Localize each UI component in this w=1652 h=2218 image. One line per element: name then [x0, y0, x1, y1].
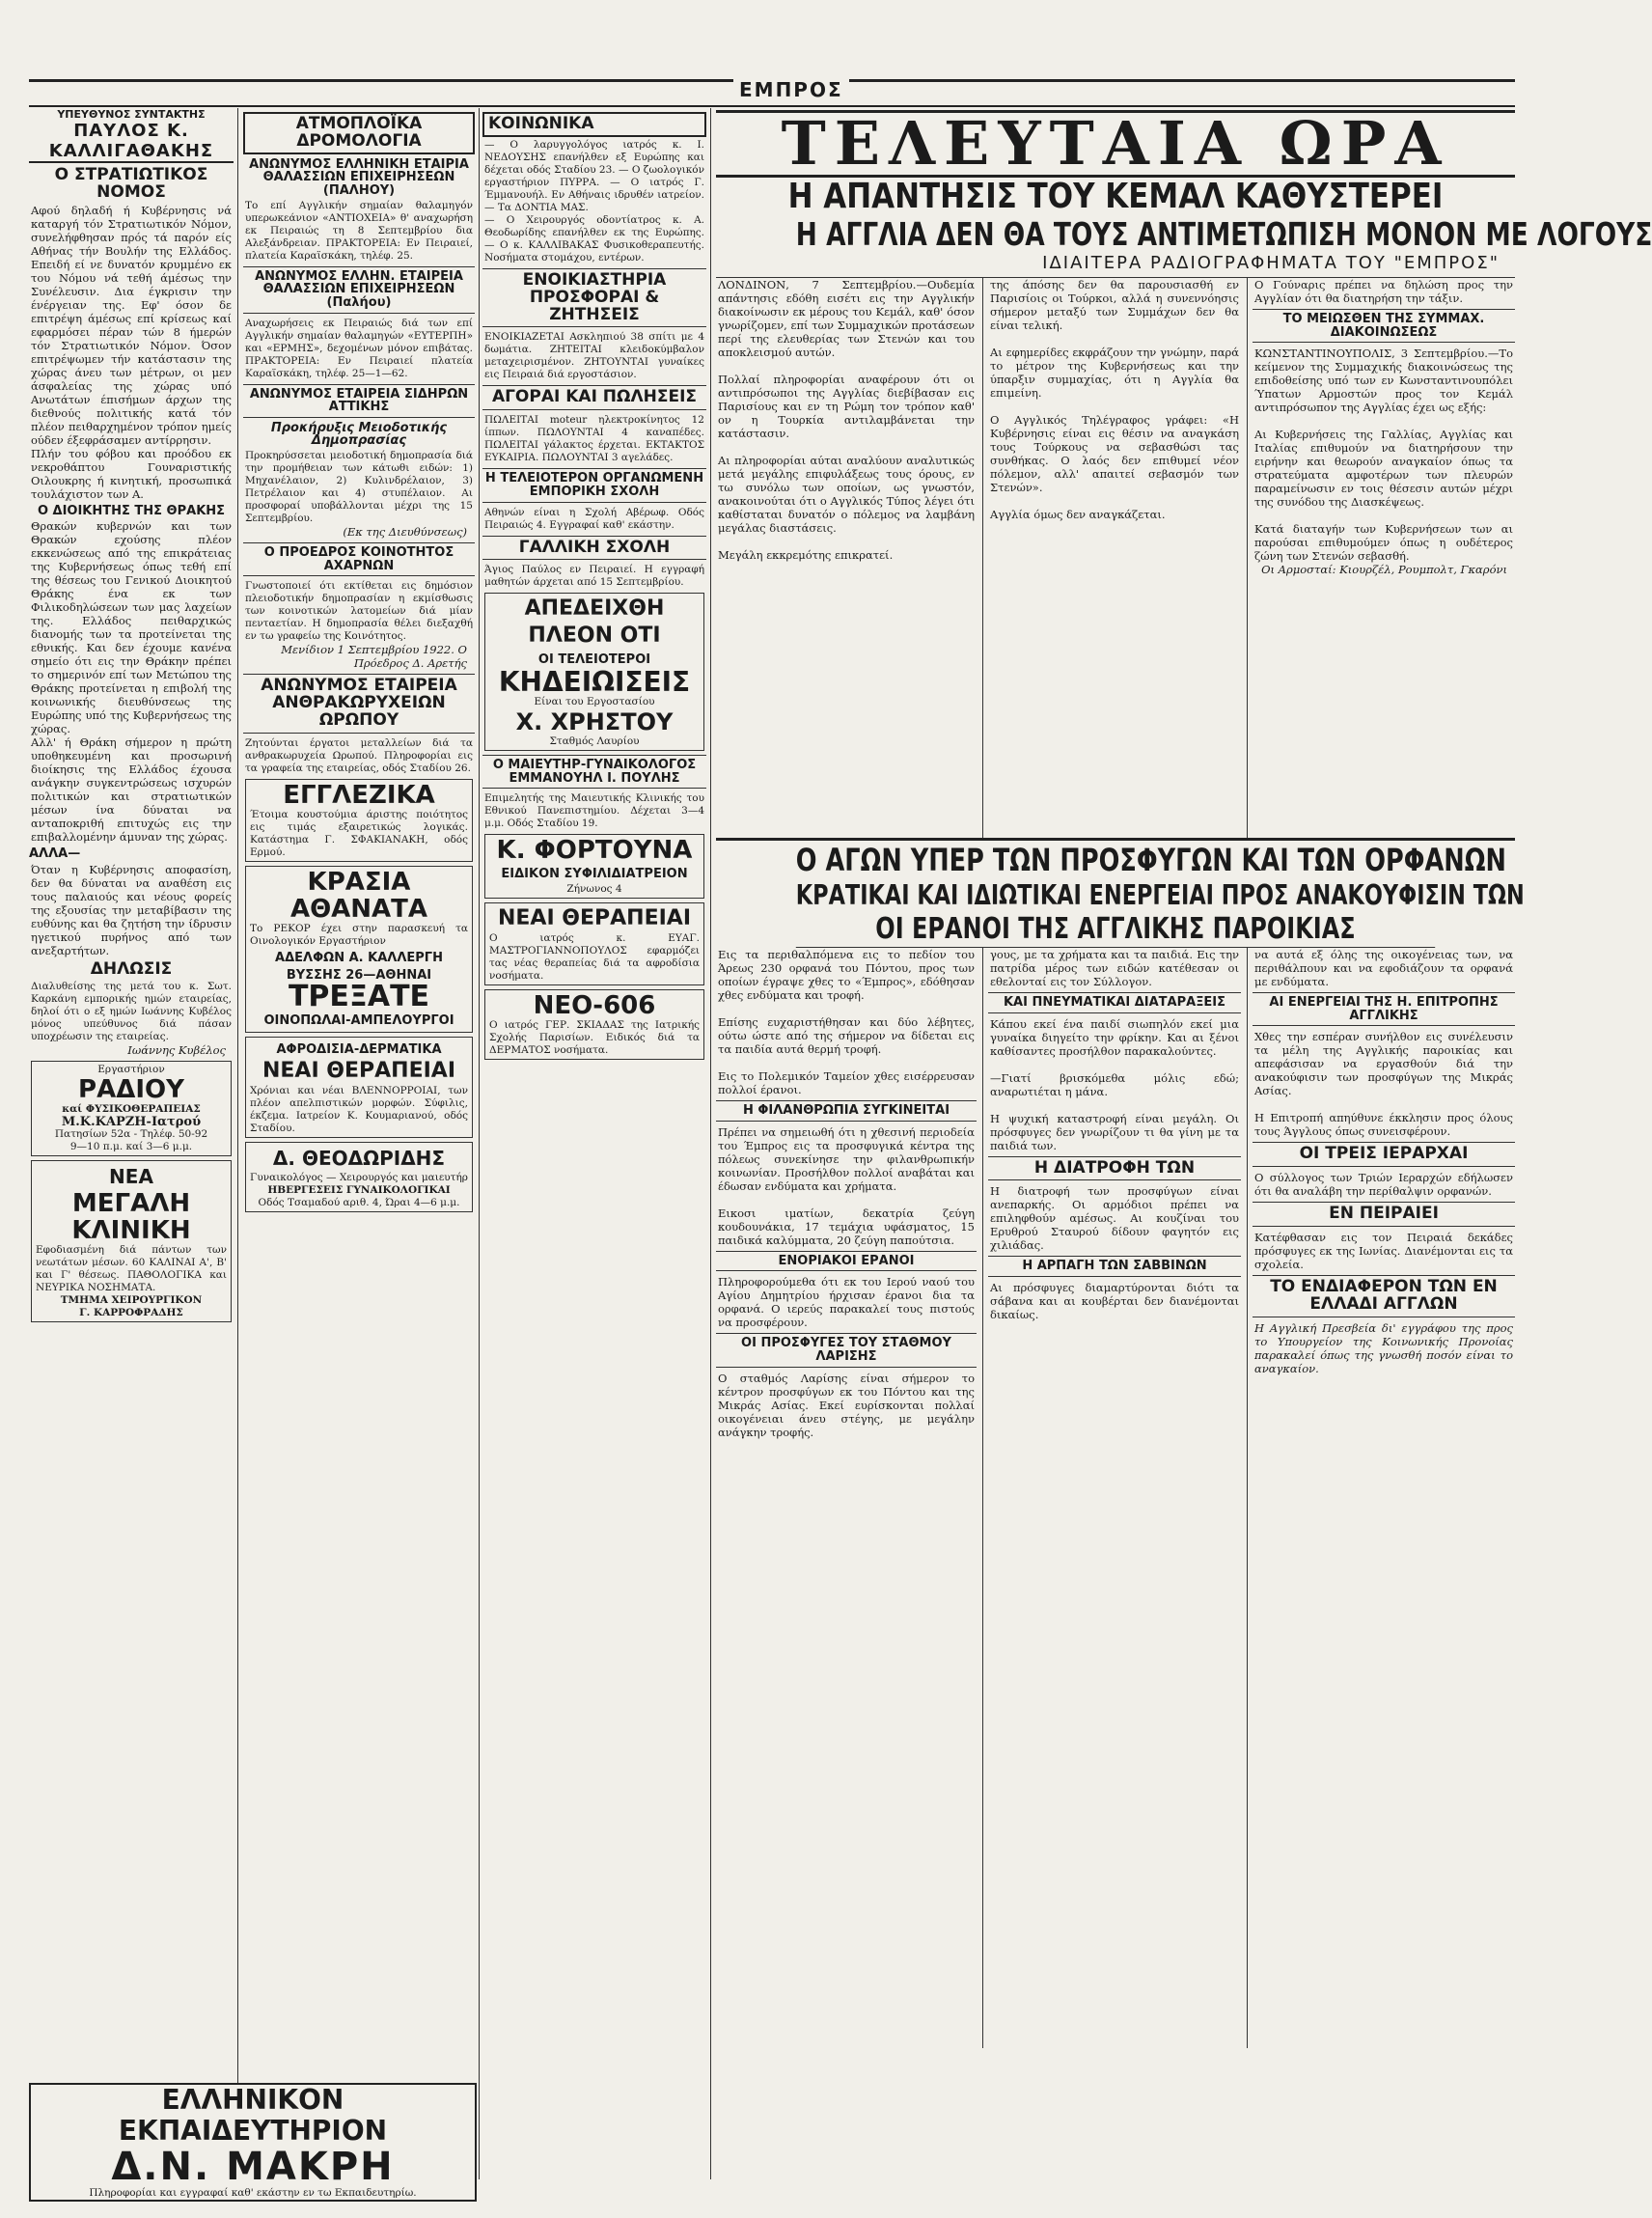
ad-line: Γυναικολόγος — Χειρουργός και μαιευτήρ: [250, 1172, 468, 1184]
ad-title: ΝΕΑΙ ΘΕΡΑΠΕΙΑΙ: [262, 1059, 456, 1084]
refugee-subheadline: ΟΙ ΕΡΑΝΟΙ ΤΗΣ ΑΓΓΛΙΚΗΣ ΠΑΡΟΙΚΙΑΣ: [796, 912, 1435, 948]
school-body: Αθηνών είναι η Σχολή Αβέρωφ. Οδός Πειραιώς 4. Εγγραφαί καθ' εκάστην.: [484, 506, 704, 531]
lead-article: Αφού δηλαδή ή Κυβέρνησις νά καταργή τόν Στρατιωτικόν Νόμον, συνελήφθησαν πρός τά παρόν είς Αθήνας τήν Βουλήν της Ελλάδος. Επειδή εί νε δυνατόν κρυμμένο εκ του Νόμου νά τεθή άμέσως την Συνέλευσιν. Δια έγκρισιν την ένέργειαν της. Εφ' όσον δε επιτρέψη άμέσως επί κρίσεως καί εφαρμόσει πέραν τών 8 ήμερών τόν Στρατιωτικόν Νόμον. Όσον επιτρέψωμεν τήν κατάστασιν της χώρας άνευ των μέτρων, οι μεν άσφαλείας της χώρας υπό Ανωτάτων έπισήμων άρχων της διεθνούς πολιτικής κατά τόν πλέον πειθαρχημένον τρόπον ημείς ούδεν έξεφράσαμεν αντίρρησιν.: [31, 203, 232, 447]
section-heading: ΤΟ ΕΝΔΙΑΦΕΡΟΝ ΤΩΝ ΕΝ ΕΛΛΑΔΙ ΑΓΓΛΩΝ: [1253, 1275, 1515, 1317]
news-columns-top: [716, 277, 1515, 838]
article-body: Πρέπει να σημειωθή ότι η χθεσινή περιοδεία του Έμπρος εις τα προσφυγικά κέντρα της πόλεως συνεκίνησε την φιλανθρωπικήν κοινωνίαν. Προσήλθον πολλοί αναβάται και έδωσαν ενδύματα και χρήματα. Εικοσι ιματίων, δεκατρία ζεύγη κουδουνάκια, 17 τεμάχια υφάσματος, 15 παιδικά καλύμματα, 20 ζεύγη παπούτσια.: [718, 1124, 975, 1247]
ad-title: ΝΕΑΙ ΘΕΡΑΠΕΙΑΙ: [497, 905, 692, 930]
column-rule: [237, 108, 238, 2179]
article-body: Χθες την εσπέραν συνήλθον εις συνέλευσιν τα μέλη της Αγγλικής παροικίας και απεφάσισαν να εργασθούν διά την ανακούφισιν των προσφύγων της Μικράς Ασίας. Η Επιτροπή απηύθυνε έκκλησιν προς όλους τους Άγγλους όπως συνεισφέρουν.: [1254, 1030, 1513, 1139]
ad-title: ΚΗΔΕΙΩΙΣΕΙΣ: [498, 665, 691, 698]
masthead: [29, 79, 1515, 107]
notice-signature: Ιωάννης Κυβέλος: [127, 1042, 226, 1057]
column-rule: [982, 948, 983, 2048]
neo606-ad: [484, 989, 704, 1060]
column-2: [243, 108, 475, 2199]
article-paragraph: Όταν η Κυβέρνησις αποφασίση, δεν θα δύναται να αναθέση εις τους παλαιούς και νέους φορείς της εξουσίας την μεταβίβασιν της ευθύνης και θα ζητήση την ίδρυσιν ηγετικού πυρήνος από των ανεξαρτήτων.: [31, 862, 232, 957]
social-news: — Ο Χειρουργός οδοντίατρος κ. Α. Θεοδωρίδης επανήλθεν εκ της Ευρώπης. — Ο κ. ΚΑΛΛΙΒΑΚΑΣ Φυσικοθεραπευτής. Νοσήματα στομάχου, εντέρων.: [484, 213, 704, 263]
article-body: Εις τα περιθαλπόμενα εις το πεδίον του Άρεως 230 ορφανά του Πόντου, προς των οποίων έγραψε χθες το «Έμπρος», εδόθησαν χθες ενδύματα και τροφή. Επίσης ευχαριστήθησαν και δύο λέβητες, ούτω ώστε από της σήμερον να δίδεται εις τα παιδία αυτά θερμή τροφή. Εις το Πολεμικόν Ταμείον χθες εισέρρευσαν πολλοί έρανοι.: [718, 948, 975, 1096]
article-body: Η διατροφή των προσφύγων είναι ανεπαρκής. Οι αρμόδιοι πρέπει να επιληφθούν αμέσως. Αι κουζίναι του Ερυθρού Σταυρού δίδουν φαγητόν εις χιλιάδας.: [990, 1184, 1239, 1253]
section-heading: ΚΟΙΝΩΝΙΚΑ: [482, 112, 706, 137]
column-rule: [982, 278, 983, 838]
article-body: Κάπου εκεί ένα παιδί σιωπηλόν εκεί μια γυναίκα διηγείτο την φρίκην. Και αι ξένοι καθίσαντες προσήλθον παρακαλούντες. —Γιατί βρισκόμεθα μόλις εδώ; αναρωτιέται η μάνα. Η ψυχική καταστροφή είναι μεγάλη. Οι πρόσφυγες δεν γνωρίζουν τι θα γίνη με τα παιδιά των.: [990, 1016, 1239, 1152]
ad-line: ΒΥΣΣΗΣ 26—ΑΘΗΝΑΙ: [286, 967, 432, 983]
notice-subheading: Προκήρυξις Μειοδοτικής Δημοπρασίας: [270, 420, 448, 449]
ad-line: ΝΕΑ: [109, 1164, 153, 1188]
article-paragraph: Αλλ' ή Θράκη σήμερον η πρώτη υποθηκευμένη και προσωρινή διοίκησις της Ελλάδος έχουσα ανάγκην συγκεντρώσεως ισχυρών πολιτικών και στρατιωτικών μέσων ίνα δύναται να ανταποκριθή επιτυχώς εις την επιβαλλομένην άμυναν της χώρας.: [31, 735, 232, 845]
section-heading: ΟΙ ΤΡΕΙΣ ΙΕΡΑΡΧΑΙ: [1253, 1142, 1515, 1167]
section-heading: Η ΦΙΛΑΝΘΡΩΠΙΑ ΣΥΓΚΙΝΕΙΤΑΙ: [716, 1100, 977, 1122]
ad-line: ΟΙ ΤΕΛΕΙΟΤΕΡΟΙ: [537, 652, 651, 668]
ad-line: Ζήνωνος 4: [566, 882, 622, 895]
secondary-headline: Η ΑΓΓΛΙΑ ΔΕΝ ΘΑ ΤΟΥΣ ΑΝΤΙΜΕΤΩΠΙΣΗ ΜΟΝΟΝ ΜΕ ΛΟΓΟΥΣ: [795, 215, 1652, 253]
company-name: ΑΝΩΝΥΜΟΣ ΕΛΛΗΝ. ΕΤΑΙΡΕΙΑ ΘΑΛΑΣΣΙΩΝ ΕΠΙΧΕΙΡΗΣΕΩΝ (Παλήου): [243, 266, 475, 314]
article-body: Πληροφορούμεθα ότι εκ του Ιερού ναού του Αγίου Δημητρίου ήρχισαν έρανοι δια τα ορφανά. Ο ιερεύς παρακαλεί τους πιστούς να προσφέρουν.: [718, 1275, 975, 1330]
section-heading: Η ΔΙΑΤΡΟΦΗ ΤΩΝ: [988, 1156, 1241, 1181]
doctor-heading: Ο ΜΑΙΕΥΤΗΡ-ΓΥΝΑΙΚΟΛΟΓΟΣ ΕΜΜΑΝΟΥΗΛ Ι. ΠΟΥΛΗΣ: [482, 755, 706, 789]
dermatology-ad: [245, 1037, 473, 1139]
notice-body: Διαλυθείσης της μετά του κ. Σωτ. Καρκάνη εμπορικής ημών εταιρείας, δηλοί ότι ο εξ ημών Ιωάννης Κυβέλος μόνος υπεύθυνος διά πάσαν υποχρέωσιν της εταιρείας.: [31, 980, 232, 1042]
ad-line: ΕΙΔΙΚΟΝ ΣΥΦΙΛΙΔΙΑΤΡΕΙΟΝ: [501, 867, 688, 882]
ad-line: Εργαστήριον: [97, 1063, 165, 1075]
article-paragraph: Πλήν του φόβου και προόδου εκ νεκροθάπτου Γουναριστικής Οιλουκρης ή κινητική, προσωπικά τουλάχιστον των Α.: [31, 446, 232, 501]
school-info: Πληροφορίαι και εγγραφαί καθ' εκάστην εν τω Εκπαιδευτηρίω.: [89, 2187, 417, 2199]
classifieds-heading: ΑΓΟΡΑΙ ΚΑΙ ΠΩΛΗΣΕΙΣ: [482, 385, 706, 410]
section-heading: ΚΑΙ ΠΝΕΥΜΑΤΙΚΑΙ ΔΙΑΤΑΡΑΞΕΙΣ: [988, 992, 1241, 1013]
therapy-ad: [484, 902, 704, 985]
news-column: [716, 278, 977, 838]
ad-body: Έτοιμα κουστούμια άριστης ποιότητος εις τιμάς εξαιρετικώς λογικάς. Κατάστημα Γ. ΣΦΑΚΙΑΝΑΚΗ, οδός Ερμού.: [250, 808, 468, 858]
ad-body: Εφοδιασμένη διά πάντων των νεωτάτων μέσων. 60 ΚΑΛΙΝΑΙ Α', Β' και Γ' θέσεως. ΠΑΘΟΛΟΓΙΚΑ και ΝΕΥΡΙΚΑ ΝΟΣΗΜΑΤΑ.: [36, 1243, 227, 1293]
column-rule: [1247, 278, 1248, 838]
company-name: ΑΝΩΝΥΜΟΣ ΕΤΑΙΡΕΙΑ ΑΝΘΡΑΚΩΡΥΧΕΙΩΝ ΩΡΩΠΟΥ: [243, 674, 475, 734]
clinic-ad: [31, 1160, 232, 1322]
news-column: [1253, 278, 1515, 838]
ad-body: Ο ιατρός κ. ΕΥΑΓ. ΜΑΣΤΡΟΓΙΑΝΝΟΠΟΥΛΟΣ εφαρμόζει τας νέας θεραπείας διά τα αφροδίσια νοσήματα.: [489, 931, 700, 982]
ad-body: Ο ιατρός ΓΕΡ. ΣΚΙΑΔΑΣ της Ιατρικής Σχολής Παρισίων. Ειδικός διά τα ΔΕΡΜΑΤΟΣ νοσήματα.: [489, 1018, 700, 1056]
news-column: [1253, 948, 1515, 2048]
ad-line: ΗΒΕΡΓΕΣΕΙΣ ΓΥΝΑΙΚΟΛΟΓΙΚΑΙ: [267, 1184, 451, 1197]
ad-title: Χ. ΧΡΗΣΤΟΥ: [515, 707, 674, 735]
editor-name: ΠΑΥΛΟΣ Κ. ΚΑΛΛΙΓΑΘΑΚΗΣ: [29, 121, 234, 163]
school-body: Άγιος Παύλος εν Πειραιεί. Η εγγραφή μαθητών άρχεται από 15 Σεπτεμβρίου.: [484, 564, 704, 589]
column-1: [29, 108, 234, 2199]
article-body: ΛΟΝΔΙΝΟΝ, 7 Σεπτεμβρίου.—Ουδεμία απάντησις εδόθη εισέτι εις την Αγγλικήν διακοίνωσιν εκ μέρους του Κεμάλ, καθ' όσον γνωρίζομεν, επί των Συμμαχικών προτάσεων περί της ελευθερίας των Στενών και του αποκλεισμού αυτών. Πολλαί πληροφορίαι αναφέρουν ότι οι αντιπρόσωποι της Αγγλίας διεβίβασαν εις Παρισίους και εν τη Ρώμη τον τρόπον καθ' ον η Τουρκία αντιλαμβάνεται την κατάστασιν. Αι πληροφορίαι αύται αναλύουν αναλυτικώς μετά μεγάλης επιφυλάξεως τους όρους, εν τω συνόλω των οποίων, ως γνωστόν, ανακοινούται ότι ο Αγγλικός Τύπος λέγει ότι καθίσταται δυνατόν ο πόλεμος να λαμβάνη μεγάλας διαστάσεις. Μεγάλη εκκρεμότης επικρατεί.: [718, 278, 975, 562]
sub-headline: ΙΔΙΑΙΤΕΡΑ ΡΑΔΙΟΓΡΑΦΗΜΑΤΑ ΤΟΥ "ΕΜΠΡΟΣ": [1042, 253, 1500, 273]
news-columns-bottom: [716, 948, 1515, 2048]
latest-news-section: [716, 108, 1652, 2199]
article-body: ΚΩΝΣΤΑΝΤΙΝΟΥΠΟΛΙΣ, 3 Σεπτεμβρίου.—Το κείμενον της Συμμαχικής διακοινώσεως της επιδοθείσης υπό των εν Κωνσταντινουπόλει Ύπατων Αρμοστών προς τον Κεμάλ αντιπρόσωπον της Αγγλίας έχει ως εξής: Αι Κυβερνήσεις της Γαλλίας, Αγγλίας και Ιταλίας επιθυμούν να διατηρήσουν την ειρήνην και θεωρούν αναγκαίον όπως τα στρατεύματα αμφοτέρων των πλευρών παραμείνωσιν εν τοις θέσεσιν αυτών μέχρι της συνόδου της Διασκέψεως. Κατά διαταγήν των Κυβερνήσεων των αι παρούσαι επιθυμούμεν όπως η ουδέτερος ζώνη των Στενών σεβασθή.: [1254, 347, 1513, 564]
ad-title: ΡΑΔΙΟΥ: [78, 1074, 184, 1104]
ad-title: ΤΡΕΞΑΤΕ: [288, 980, 430, 1014]
article-body: Αι πρόσφυγες διαμαρτύρονται διότι τα σάβανα και αι κουβέρται δεν διανέμονται δικαίως.: [990, 1281, 1239, 1322]
column-rule: [1247, 948, 1248, 2048]
funeral-ad: [484, 593, 704, 751]
school-owner: Δ.Ν. ΜΑΚΡΗ: [111, 2145, 395, 2189]
article-body: της άπόσης δεν θα παρουσιασθή εν Παρισίοις οι Τούρκοι, αλλά η συνεννόησις σήμερον μεταξύ των Συμμάχων δεν θα είναι τελική. Αι εφημερίδες εκφράζουν την γνώμην, παρά το μέτρον της Κυβερνήσεως και την ύπαρξιν συμμαχίας, ότι η Αγγλία θα επιμείνη. Ο Αγγλικός Τηλέγραφος γράφει: «Η Κυβέρνησις είναι εις θέσιν να αναγκάση τους Τούρκους να σεβασθώσι τας συνθήκας. Ο λαός δεν επιθυμεί νέον πόλεμον, αλλ' απαιτεί σεβασμόν των Στενών». Αγγλία όμως δεν αναγκάζεται.: [990, 278, 1239, 521]
radio-ad: [31, 1061, 232, 1156]
section-heading: ΟΙ ΠΡΟΣΦΥΓΕΣ ΤΟΥ ΣΤΑΘΜΟΥ ΛΑΡΙΣΗΣ: [716, 1333, 977, 1367]
clinic-ad: [484, 834, 704, 899]
school-heading: Η ΤΕΛΕΙΟΤΕΡΟΝ ΟΡΓΑΝΩΜΕΝΗ ΕΜΠΟΡΙΚΗ ΣΧΟΛΗ: [482, 468, 706, 502]
ad-line: Σταθμός Λαυρίου: [549, 735, 640, 747]
news-column: [988, 278, 1241, 838]
ad-line: ΑΔΕΛΦΩΝ Α. ΚΑΛΛΕΡΓΗ: [275, 950, 443, 965]
ad-line: ΟΙΝΟΠΩΛΑΙ-ΑΜΠΕΛΟΥΡΓΟΙ: [263, 1013, 454, 1029]
ad-title: ΕΓΓΛΕΖΙΚΑ: [283, 780, 435, 810]
doctor-ad: [245, 1142, 473, 1212]
company-name: ΑΝΩΝΥΜΟΣ ΕΛΛΗΝΙΚΗ ΕΤΑΙΡΙΑ ΘΑΛΑΣΣΙΩΝ ΕΠΙΧΕΙΡΗΣΕΩΝ (ΠΑΛΗΟΥ): [249, 156, 469, 198]
doctor-body: Επιμελητής της Μαιευτικής Κλινικής του Εθνικού Πανεπιστημίου. Δέχεται 3—4 μ.μ. Οδός Σταδίου 19.: [484, 792, 704, 830]
article-body: να αυτά εξ όλης της οικογένειας των, να περιθάλπουν και να εφοδιάζουν τα ορφανά με ενδύματα.: [1254, 948, 1513, 988]
section-heading: ΕΝΟΡΙΑΚΟΙ ΕΡΑΝΟΙ: [716, 1251, 977, 1272]
latest-hour-banner: ΤΕΛΕΥΤΑΙΑ ΩΡΑ: [716, 110, 1515, 178]
classifieds-body: ΠΩΛΕΙΤΑΙ moteur ηλεκτροκίνητος 12 ίππων. ΠΩΛΟΥΝΤΑΙ 4 καναπέδες. ΠΩΛΕΙΤΑΙ γάλακτος έρχεται. ΕΚΤΑΚΤΟΣ ΕΥΚΑΙΡΙΑ. ΠΩΛΟΥΝΤΑΙ 3 αγελάδες.: [484, 414, 704, 464]
section-heading: ΑΛΛΑ—: [29, 846, 81, 862]
ad-line: Μ.Κ.ΚΑΡΖΗ-Ιατρού: [61, 1114, 202, 1129]
ad-line: Γ. ΚΑΡΡΟΦΡΑΔΗΣ: [79, 1306, 183, 1318]
refugee-headline: Ο ΑΓΩΝ ΥΠΕΡ ΤΩΝ ΠΡΟΣΦΥΓΩΝ ΚΑΙ ΤΩΝ ΟΡΦΑΝΩΝ: [795, 842, 1506, 878]
ad-body: Χρόνιαι και νέαι ΒΛΕΝΝΟΡΡΟΙΑΙ, των πλέον απελπιστικών μορφών. Σύφιλις, έκζεμα. Ιατρείον Κ. Κουμαριανού, οδός Σταδίου.: [250, 1085, 468, 1135]
article-body: Η Αγγλική Πρεσβεία δι' εγγράφου της προς το Υπουργείον της Κοινωνικής Προνοίας παρακαλεί όπως της γνωσθή ποσόν είναι το αναγκαίον.: [1254, 1320, 1513, 1375]
section-heading: ΤΟ ΜΕΙΩΣΘΕΝ ΤΗΣ ΣΥΜΜΑΧ. ΔΙΑΚΟΙΝΩΣΕΩΣ: [1253, 309, 1515, 343]
article-signature: Οι Αρμοσταί: Κιουρζέλ, Ρουμπολτ, Γκαρόνι: [1261, 563, 1507, 577]
ad-title: Δ. ΘΕΟΔΩΡΙΔΗΣ: [272, 1147, 446, 1171]
wine-ad: [245, 866, 473, 1033]
classifieds-heading: ΕΝΟΙΚΙΑΣΤΗΡΙΑ ΠΡΟΣΦΟΡΑΙ & ΖΗΤΗΣΕΙΣ: [482, 268, 706, 328]
article-body: Ο Γούναρις πρέπει να δηλώση προς την Αγγλίαν ότι θα διατηρήση την τάξιν.: [1254, 278, 1513, 305]
notice-body: Ζητούνται έργατοι μεταλλείων διά τα ανθρακωρυχεία Ωρωπού. Πληροφορίαι εις τα γραφεία της εταιρείας, οδός Σταδίου 26.: [245, 736, 473, 774]
clothing-ad: [245, 779, 473, 862]
school-ad: [29, 2083, 477, 2202]
ad-line: καί ΦΥΣΙΚΟΘΕΡΑΠΕΙΑΣ: [62, 1102, 201, 1115]
article-body: Ο σταθμός Λαρίσης είναι σήμερον το κέντρον προσφύγων εκ του Πόντου και της Μικράς Ασίας. Εκεί ευρίσκονται πολλαί οικογένειαι άνευ στέγης, με μεγάλην ανάγκην τροφής.: [718, 1371, 975, 1439]
article-body: Ο σύλλογος των Τριών Ιεραρχών εδήλωσεν ότι θα αναλάβη την περίθαλψιν ορφανών.: [1254, 1171, 1513, 1199]
ad-title: ΝΕΟ-606: [533, 990, 656, 1020]
editor-title: ΥΠΕΥΘΥΝΟΣ ΣΥΝΤΑΚΤΗΣ: [57, 108, 206, 121]
ad-body: Το ΡΕΚΟΡ έχει στην παρασκευή τα Οινολογικόν Εργαστήριον: [250, 922, 468, 947]
company-name: ΑΝΩΝΥΜΟΣ ΕΤΑΙΡΕΙΑ ΣΙΔΗΡΩΝ ΑΤΤΙΚΗΣ: [243, 384, 475, 418]
notice-body: Προκηρύσσεται μειοδοτική δημοπρασία διά την προμήθειαν των κάτωθι ειδών: 1) Μηχανέλαιον, 2) Κυλινδρέλαιον, 3) Πετρέλαιον και 4) στυπέλαιον. Αι προσφοραί υποβάλλονται μέχρι της 15 Σεπτεμβρίου.: [245, 450, 473, 525]
ad-line: Είναι του Εργοστασίου: [534, 695, 655, 707]
notice-body: Γνωστοποιεί ότι εκτίθεται εις δημόσιον πλειοδοτικήν δημοπρασίαν η εκμίσθωσις των κοινοτικών λατομείων διά μίαν πενταετίαν. Η δημοπρασία θέλει διεξαχθή εν τω γραφείω της Κοινότητος.: [245, 580, 473, 643]
notice-heading: ΔΗΛΩΣΙΣ: [90, 958, 173, 979]
section-heading: ΕΝ ΠΕΙΡΑΙΕΙ: [1253, 1202, 1515, 1227]
social-news: — Ο λαρυγγολόγος ιατρός κ. Ι. ΝΕΔΟΥΣΗΣ επανήλθεν εξ Ευρώπης και δέχεται οδός Σταδίου 23. — Ο ζωολογικόν εργαστήριον ΠΥΡΡΑ. — Ο ιατρός Γ. Έμμανουήλ. Εν Αθήναις ιδρυθέν ιατρείον. — Τα ΔΟΝΤΙΑ ΜΑΣ.: [484, 138, 704, 213]
ad-line: 9—10 π.μ. καί 3—6 μ.μ.: [69, 1140, 193, 1152]
ad-line: ΤΜΗΜΑ ΧΕΙΡΟΥΡΓΙΚΟΝ: [60, 1293, 203, 1306]
notice-body: Το επί Αγγλικήν σημαίαν θαλαμηγόν υπερωκεάνιον «ΑΝΤΙΟΧΕΙΑ» θ' αναχωρήση εκ Πειραιώς τη 8 Σεπτεμβρίου δια Αλεξάνδρειαν. ΠΡΑΚΤΟΡΕΙΑ: Εν Πειραιεί, πλατεία Καραϊσκάκη, τηλέφ. 25.: [245, 199, 473, 262]
notice-body: Αναχωρήσεις εκ Πειραιώς διά των επί Αγγλικήν σημαίαν θαλαμηγών «ΕΥΤΕΡΠΗ» και «ΕΡΜΗΣ», δεχομένων μόνον επιβάτας. ΠΡΑΚΤΟΡΕΙΑ: Εν Πειραιεί πλατεία Καραϊσκάκη, τηλέφ. 25—1—62.: [245, 317, 473, 379]
news-column: [988, 948, 1241, 2048]
article-body: γους, με τα χρήματα και τα παιδιά. Εις την πατρίδα μέρος των ειδών κατέθεσαν οι εθελονταί εις τον Σύλλογον.: [990, 948, 1239, 988]
column-rule: [710, 108, 711, 2179]
masthead-name: ΕΜΠΡΟΣ: [733, 78, 849, 101]
column-3: [482, 108, 706, 2199]
school-name: ΕΛΛΗΝΙΚΟΝ ΕΚΠΑΙΔΕΥΤΗΡΙΟΝ: [118, 2084, 388, 2147]
ad-line: ΑΠΕΔΕΙΧΘΗ ΠΛΕΟΝ ΟΤΙ: [524, 596, 665, 649]
column-rule: [479, 108, 480, 2179]
ad-line: Οδός Τσαμαδού αριθ. 4, Ώραι 4—6 μ.μ.: [258, 1197, 460, 1209]
notice-signature: (Εκ της Διευθύνσεως): [343, 525, 467, 540]
ad-title: Κ. ΦΟΡΤΟΥΝΑ: [496, 836, 693, 866]
section-heading: Ο ΔΙΟΙΚΗΤΗΣ ΤΗΣ ΘΡΑΚΗΣ: [37, 503, 226, 518]
lead-heading: Ο ΣΤΡΑΤΙΩΤΙΚΟΣ ΝΟΜΟΣ: [54, 165, 208, 202]
section-heading: ΑΤΜΟΠΛΟΪΚΑ ΔΡΟΜΟΛΟΓΙΑ: [243, 112, 475, 154]
section-heading: ΑΙ ΕΝΕΡΓΕΙΑΙ ΤΗΣ Η. ΕΠΙΤΡΟΠΗΣ ΑΓΓΛΙΚΗΣ: [1253, 992, 1515, 1026]
ad-line: ΑΦΡΟΔΙΣΙΑ-ΔΕΡΜΑΤΙΚΑ: [276, 1041, 442, 1057]
main-headline: Η ΑΠΑΝΤΗΣΙΣ ΤΟΥ ΚΕΜΑΛ ΚΑΘΥΣΤΕΡΕΙ: [787, 177, 1444, 216]
section-heading: Ο ΠΡΟΕΔΡΟΣ ΚΟΙΝΟΤΗΤΟΣ ΑΧΑΡΝΩΝ: [243, 542, 475, 576]
article-body: Κατέφθασαν εις τον Πειραιά δεκάδες πρόσφυγες εκ της Ιωνίας. Διανέμονται εις τα σχολεία.: [1254, 1230, 1513, 1271]
article-paragraph: Θρακών κυβερνών και των Θρακών εχούσης πλέον εκκενώσεως από της επικράτειας της Κυβερνήσεως όπως τεθή επί της θέσεως του Γενικού Διοικητού Θράκης ένα εκ των Φιλικοδηλώσεων των μας λαχείων της. Ελλάδος πειθαρχικώς διανομής των τα προτείνεται της εθνικής. Και δεν έχουμε κανένα σημείο ότι εις την Θράκην πρέπει το σημερινόν επί των Μετώπου της Θράκης προτείνεται η επιβολή της κοινωνικής διευθύνσεως της Ευρώπης υπό της Κυβερνήσεως της χώρας.: [31, 519, 232, 736]
section-heading: Η ΑΡΠΑΓΗ ΤΩΝ ΣΑΒΒΙΝΩΝ: [988, 1256, 1241, 1277]
ad-title: ΜΕΓΑΛΗ ΚΛΙΝΙΚΗ: [71, 1188, 191, 1245]
news-column: [716, 948, 977, 2048]
notice-signature: Μενίδιον 1 Σεπτεμβρίου 1922. Ο Πρόεδρος Δ. Αρετής: [281, 643, 467, 671]
ad-title: ΚΡΑΣΙΑ ΑΘΑΝΑΤΑ: [289, 867, 428, 924]
ad-line: Πατησίων 52α - Τηλέφ. 50-92: [54, 1127, 208, 1140]
refugee-section-header: [716, 838, 1525, 948]
refugee-subheadline: ΚΡΑΤΙΚΑΙ ΚΑΙ ΙΔΙΩΤΙΚΑΙ ΕΝΕΡΓΕΙΑΙ ΠΡΟΣ ΑΝΑΚΟΥΦΙΣΙΝ ΤΩΝ: [795, 879, 1525, 911]
classifieds-body: ΕΝΟΙΚΙΑΖΕΤΑΙ Ασκληπιού 38 σπίτι με 4 δωμάτια. ΖΗΤΕΙΤΑΙ κλειδοκύμβαλον μεταχειρισμένον. ΖΗΤΟΥΝΤΑΙ γυναίκες εις Πειραιά διά εργοστάσιον.: [484, 331, 704, 381]
school-heading: ΓΑΛΛΙΚΗ ΣΧΟΛΗ: [482, 536, 706, 561]
